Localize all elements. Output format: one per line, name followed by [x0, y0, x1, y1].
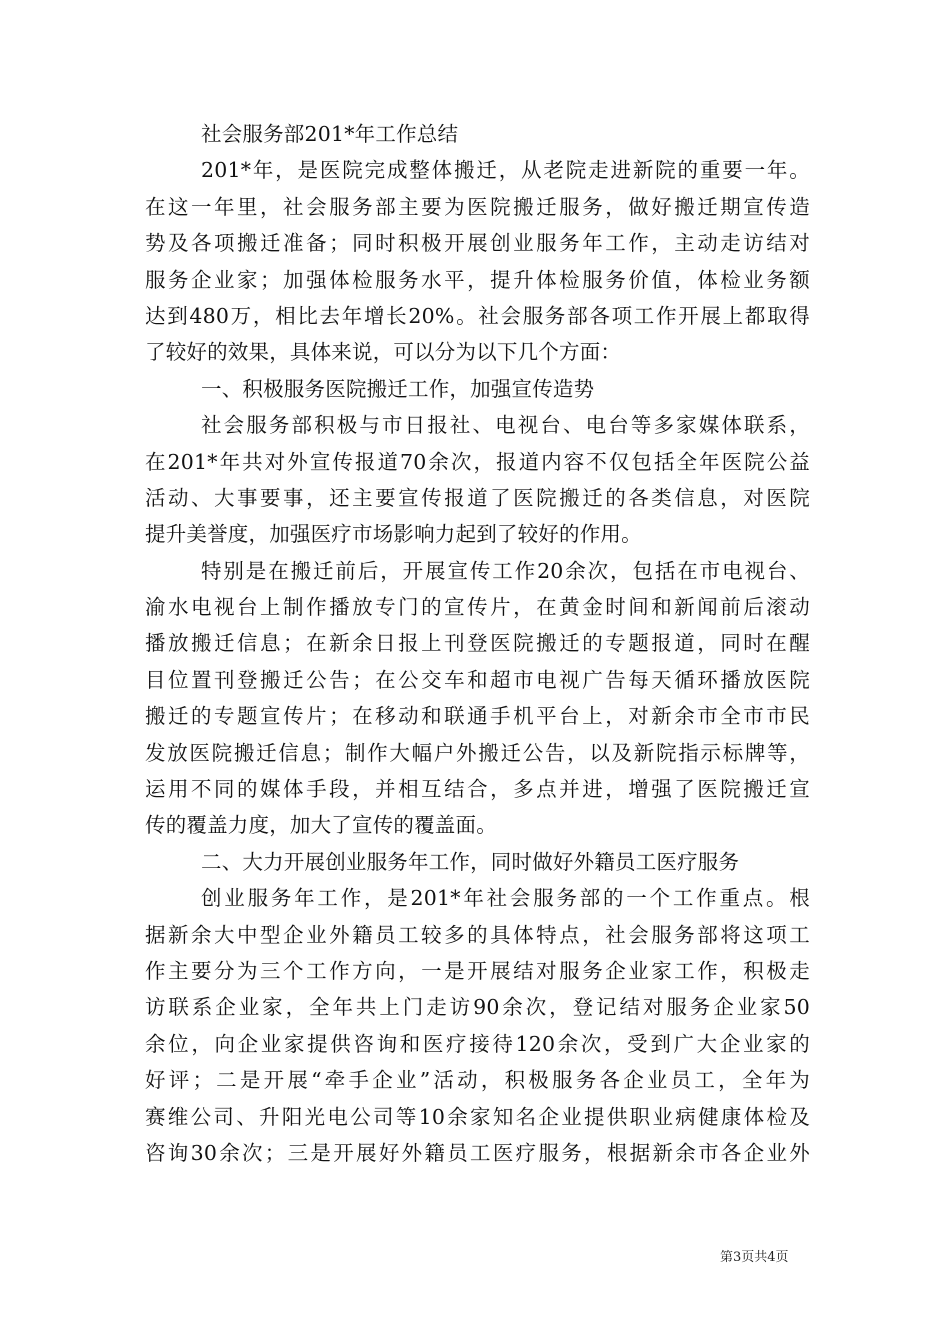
text-line: 在201*年共对外宣传报道70余次，报道内容不仅包括全年医院公益 [145, 449, 810, 474]
text-line: 活动、大事要事，还主要宣传报道了医院搬迁的各类信息，对医院 [145, 485, 810, 510]
text-line: 咨询30余次；三是开展好外籍员工医疗服务，根据新余市各企业外 [145, 1140, 810, 1165]
text-line: 渝水电视台上制作播放专门的宣传片，在黄金时间和新闻前后滚动 [145, 595, 810, 620]
text-line: 创业服务年工作，是201*年社会服务部的一个工作重点。根 [201, 886, 810, 911]
text-line: 访联系企业家，全年共上门走访90余次，登记结对服务企业家50 [145, 995, 810, 1020]
text-line: 运用不同的媒体手段，并相互结合，多点并进，增强了医院搬迁宣 [145, 777, 810, 802]
text-line: 发放医院搬迁信息；制作大幅户外搬迁公告，以及新院指示标牌等， [145, 740, 810, 765]
text-line: 特别是在搬迁前后，开展宣传工作20余次，包括在市电视台、 [201, 558, 810, 583]
text-line: 赛维公司、升阳光电公司等10余家知名企业提供职业病健康体检及 [145, 1104, 810, 1129]
document-body [145, 116, 810, 1171]
text-line: 社会服务部201*年工作总结 [201, 122, 459, 146]
text-line: 好评；二是开展“牵手企业”活动，积极服务各企业员工，全年为 [145, 1068, 810, 1093]
text-line: 提升美誉度，加强医疗市场影响力起到了较好的作用。 [145, 522, 642, 547]
text-line: 搬迁的专题宣传片；在移动和联通手机平台上，对新余市全市市民 [145, 704, 810, 729]
text-line: 作主要分为三个工作方向，一是开展结对服务企业家工作，积极走 [145, 958, 810, 983]
text-line: 一、积极服务医院搬迁工作，加强宣传造势 [201, 376, 595, 401]
text-line: 201*年，是医院完成整体搬迁，从老院走进新院的重要一年。 [201, 158, 810, 183]
text-line: 目位置刊登搬迁公告；在公交车和超市电视广告每天循环播放医院 [145, 667, 810, 692]
text-line: 据新余大中型企业外籍员工较多的具体特点，社会服务部将这项工 [145, 922, 810, 947]
text-line: 传的覆盖力度，加大了宣传的覆盖面。 [145, 813, 497, 838]
text-line: 势及各项搬迁准备；同时积极开展创业服务年工作，主动走访结对 [145, 231, 810, 256]
text-line: 达到480万，相比去年增长20%。社会服务部各项工作开展上都取得 [145, 303, 810, 328]
text-line: 二、大力开展创业服务年工作，同时做好外籍员工医疗服务 [201, 849, 740, 874]
text-line: 社会服务部积极与市日报社、电视台、电台等多家媒体联系， [201, 413, 810, 438]
text-line: 服务企业家；加强体检服务水平，提升体检服务价值，体检业务额 [145, 267, 810, 292]
text-line: 播放搬迁信息；在新余日报上刊登医院搬迁的专题报道，同时在醒 [145, 631, 810, 656]
text-line: 余位，向企业家提供咨询和医疗接待120余次，受到广大企业家的 [145, 1031, 810, 1056]
text-line: 了较好的效果，具体来说，可以分为以下几个方面： [145, 340, 622, 365]
page-footer: 第3页共4页 [720, 1250, 789, 1265]
text-line: 在这一年里，社会服务部主要为医院搬迁服务，做好搬迁期宣传造 [145, 194, 810, 219]
